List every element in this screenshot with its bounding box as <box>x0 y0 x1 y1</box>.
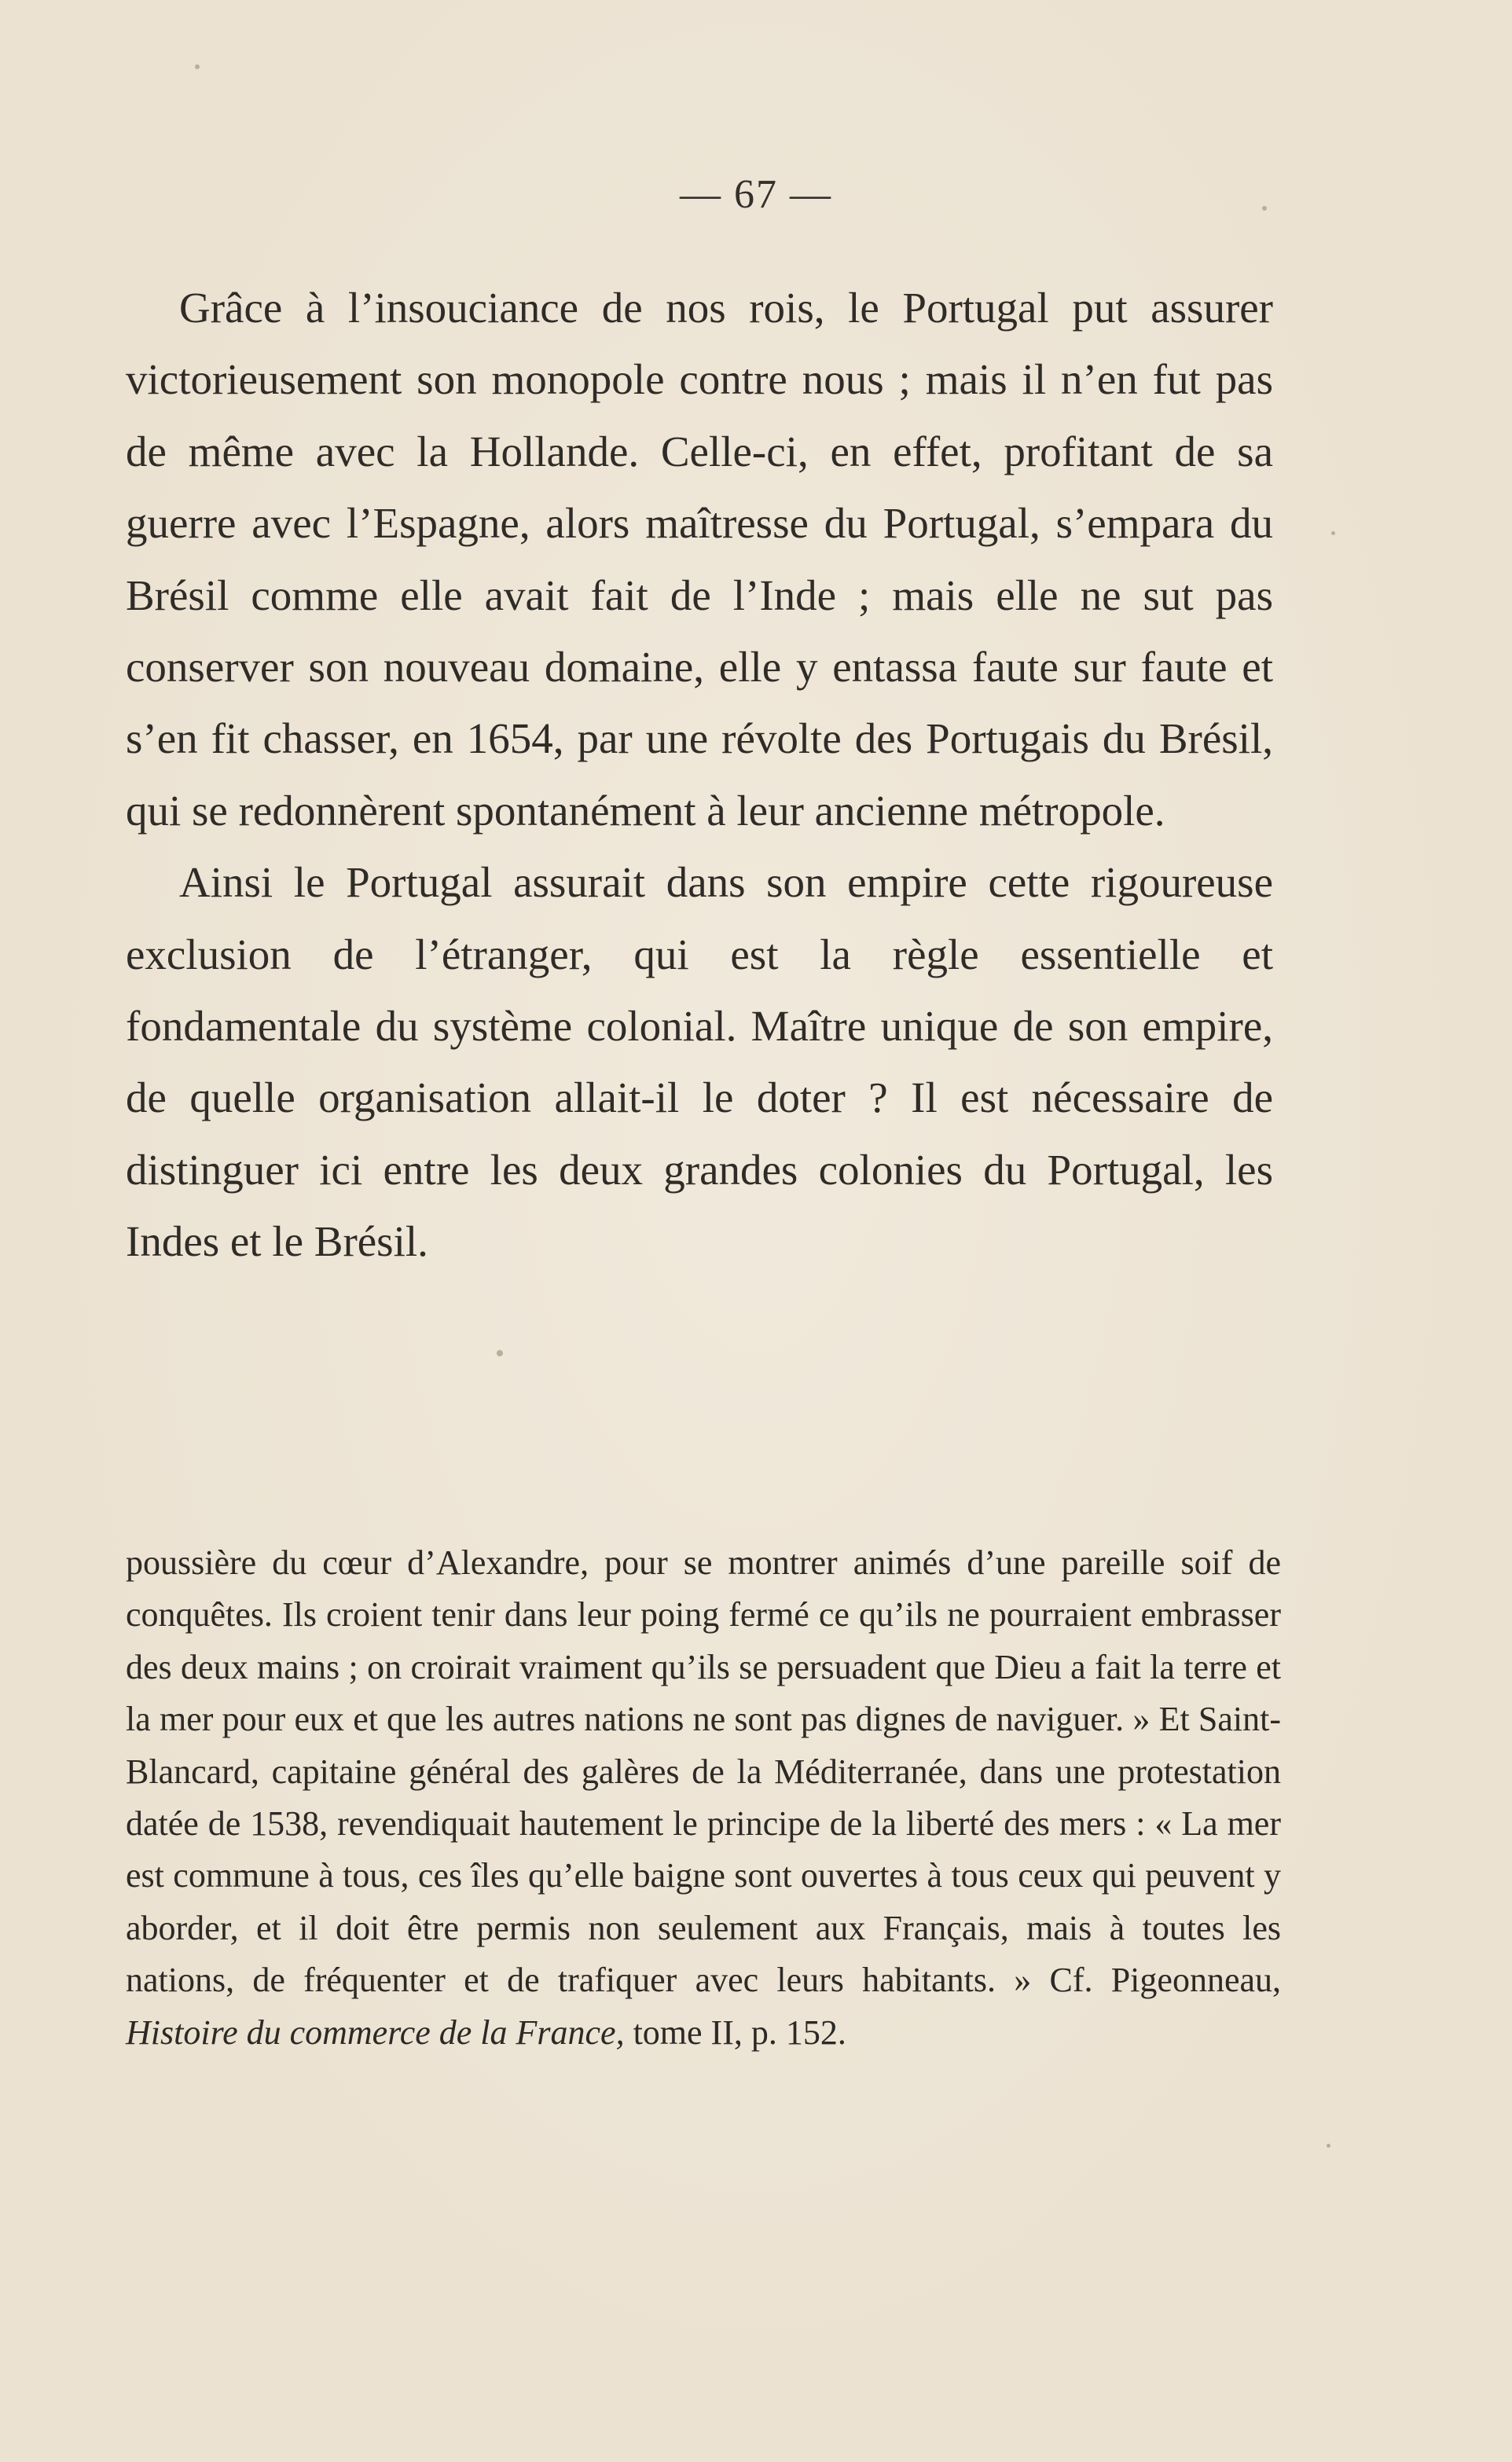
paragraph: Grâce à l’insouciance de nos rois, le Portugal put assurer victorieusement son monopole contre nous ; mais il n’en fut pas de même avec la Hollande. Celle-ci, en effet, profitant de sa guerre avec l’Espagne, alors maîtresse du Portugal, s’empara du Brésil comme elle avait fait de l’Inde ; mais elle ne sut pas conserver son nouveau domaine, elle y entassa faute sur faute et s’en fit chasser, en 1654, par une révolte des Portugais du Brésil, qui se redonnèrent spontanément à leur ancienne métropole. <box>126 284 1273 835</box>
paper-speck <box>1327 2144 1330 2148</box>
paper-speck <box>195 64 200 69</box>
main-text <box>126 272 1273 1278</box>
page-number: — 67 — <box>680 172 832 217</box>
paragraph: Ainsi le Portugal assurait dans son empire cette rigoureuse exclusion de l’étranger, qui est la règle essentielle et fondamentale du système colonial. Maître unique de son empire, de quelle organisation allait-il le doter ? Il est nécessaire de distinguer ici entre les deux grandes colonies du Portugal, les Indes et le Brésil. <box>126 858 1273 1266</box>
footnote-text: poussière du cœur d’Alexandre, pour se montrer animés d’une pareille soif de conquêtes. Ils croient tenir dans leur poing fermé ce qu’ils ne pourraient embrasser des deux mains ; on croirait vraiment qu’ils se persuadent que Dieu a fait la terre et la mer pour eux et que les autres nations ne sont pas dignes de naviguer. » Et Saint-Blancard, capitaine général des galères de la Méditerranée, dans une protestation datée de 1538, revendiquait hautement le principe de la liberté des mers : « La mer est commune à tous, ces îles qu’elle baigne sont ouvertes à tous ceux qui peuvent y aborder, et il doit être permis non seulement aux Français, mais à toutes les nations, de fréquenter et de trafiquer avec leurs habitants. » Cf. Pigeonneau, <box>126 1543 1281 2000</box>
cited-work-title: Histoire du commerce de la France, <box>126 2013 625 2052</box>
footnote-reference: tome II, p. 152. <box>633 2013 846 2052</box>
footnote <box>126 1537 1281 2059</box>
paper-speck <box>1331 531 1335 535</box>
paper-speck <box>497 1350 503 1356</box>
footnote-paragraph <box>126 1537 1281 2059</box>
